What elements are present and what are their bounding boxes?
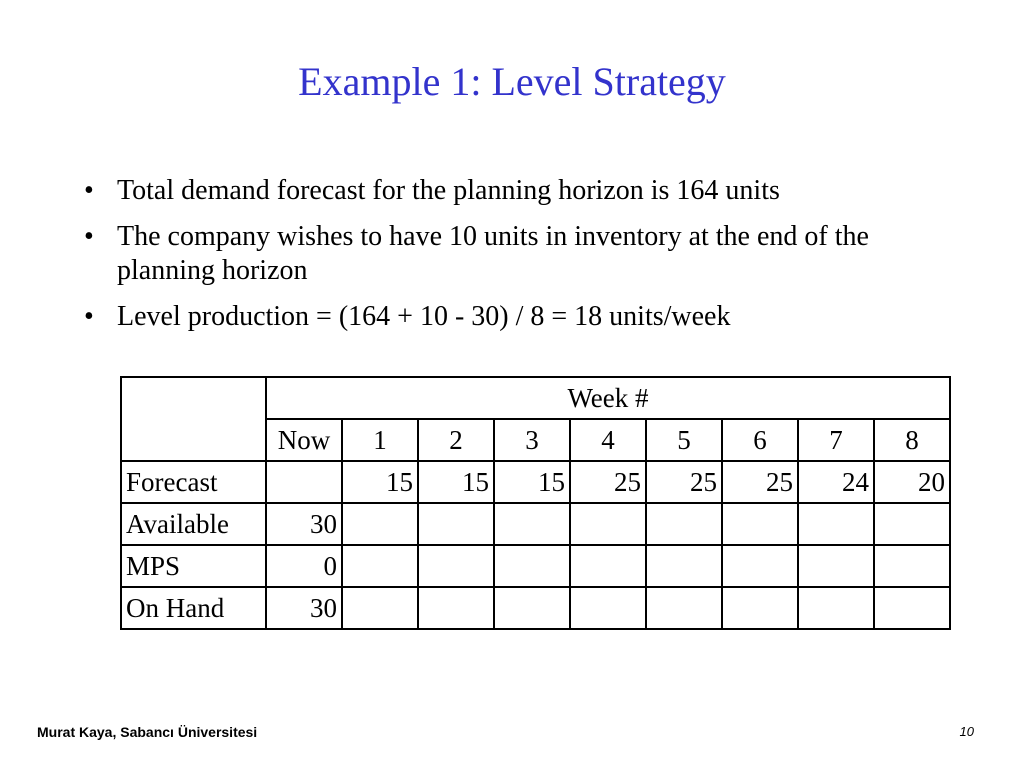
- week-value: [494, 545, 570, 587]
- week-value: [722, 545, 798, 587]
- mps-table: [120, 376, 951, 630]
- week-value: [570, 587, 646, 629]
- now-value: [266, 461, 342, 503]
- row-label: Available: [121, 503, 266, 545]
- bullet-item: [80, 300, 960, 334]
- week-value: [570, 503, 646, 545]
- week-value: 20: [874, 461, 950, 503]
- column-header-week: 4: [570, 419, 646, 461]
- column-header-week: 6: [722, 419, 798, 461]
- bullet-icon: •: [84, 175, 94, 206]
- table-corner-cell: [121, 377, 266, 461]
- week-value: 15: [494, 461, 570, 503]
- week-value: [418, 503, 494, 545]
- column-header-week: 3: [494, 419, 570, 461]
- bullet-item: [80, 220, 960, 288]
- week-value: 15: [342, 461, 418, 503]
- week-value: 24: [798, 461, 874, 503]
- column-header-week: 2: [418, 419, 494, 461]
- week-value: 25: [722, 461, 798, 503]
- week-value: [798, 545, 874, 587]
- now-value: 30: [266, 503, 342, 545]
- week-value: 25: [570, 461, 646, 503]
- week-value: [418, 545, 494, 587]
- week-value: [342, 545, 418, 587]
- slide-title: Example 1: Level Strategy: [298, 59, 726, 104]
- row-label: Forecast: [121, 461, 266, 503]
- column-header-week: 5: [646, 419, 722, 461]
- table-row-available: [121, 503, 950, 545]
- week-header: Week #: [266, 377, 950, 419]
- week-value: [646, 503, 722, 545]
- week-value: [646, 545, 722, 587]
- week-value: [798, 587, 874, 629]
- week-value: 25: [646, 461, 722, 503]
- bullet-item: [80, 174, 960, 208]
- row-label: On Hand: [121, 587, 266, 629]
- week-value: [494, 587, 570, 629]
- week-value: [798, 503, 874, 545]
- bullet-icon: •: [84, 221, 94, 252]
- now-value: 30: [266, 587, 342, 629]
- week-value: [570, 545, 646, 587]
- bullet-text: The company wishes to have 10 units in inventory at the end of the planning horizon: [117, 221, 869, 286]
- week-value: [874, 545, 950, 587]
- column-header-now: Now: [266, 419, 342, 461]
- table-row-forecast: [121, 461, 950, 503]
- week-value: [874, 587, 950, 629]
- column-header-week: 8: [874, 419, 950, 461]
- bullet-text: Level production = (164 + 10 - 30) / 8 = 18 units/week: [117, 301, 731, 332]
- week-value: [874, 503, 950, 545]
- page-number: 10: [959, 724, 974, 739]
- week-value: [722, 503, 798, 545]
- week-value: [494, 503, 570, 545]
- column-header-week: 1: [342, 419, 418, 461]
- mps-table-container: [120, 376, 951, 630]
- column-header-week: 7: [798, 419, 874, 461]
- week-value: [646, 587, 722, 629]
- week-value: 15: [418, 461, 494, 503]
- week-value: [418, 587, 494, 629]
- bullet-list: [80, 174, 960, 346]
- table-header-row: [121, 377, 950, 419]
- bullet-text: Total demand forecast for the planning horizon is 164 units: [117, 175, 780, 206]
- footer-author: Murat Kaya, Sabancı Üniversitesi: [37, 724, 258, 740]
- week-value: [342, 587, 418, 629]
- now-value: 0: [266, 545, 342, 587]
- week-value: [342, 503, 418, 545]
- table-row-mps: [121, 545, 950, 587]
- week-value: [722, 587, 798, 629]
- table-row-on-hand: [121, 587, 950, 629]
- row-label: MPS: [121, 545, 266, 587]
- bullet-icon: •: [84, 301, 94, 332]
